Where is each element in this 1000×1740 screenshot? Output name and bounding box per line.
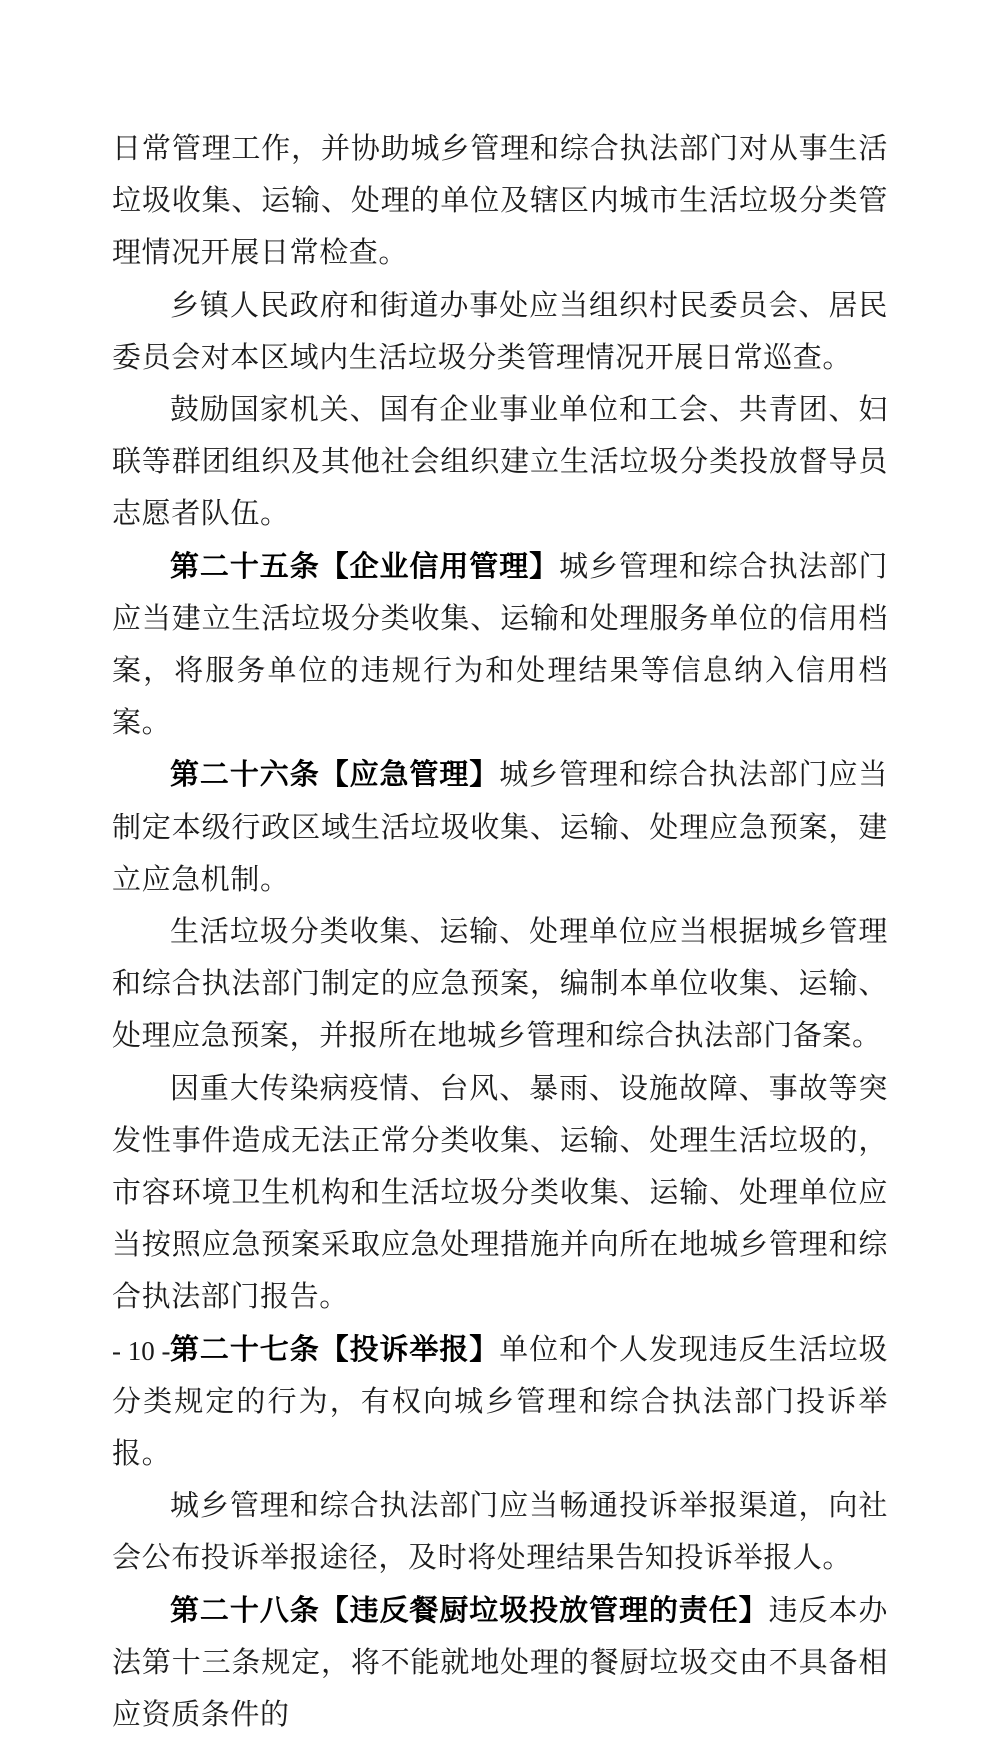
paragraph xyxy=(112,1479,888,1583)
document-body xyxy=(112,122,888,1740)
paragraph-text: 因重大传染病疫情、台风、暴雨、设施故障、事故等突发性事件造成无法正常分类收集、运输、处理生活垃圾的，市容环境卫生机构和生活垃圾分类收集、运输、处理单位应当按照应急预案采取应急处理措施并向所在地城乡管理和综合执法部门报告。 xyxy=(112,1070,888,1314)
paragraph-text: 单位和个人发现违反生活垃圾分类规定的行为，有权向城乡管理和综合执法部门投诉举报。 xyxy=(112,1331,888,1471)
paragraph-text: 违反本办法第十三条规定，将不能就地处理的餐厨垃圾交由不具备相应资质条件的 xyxy=(112,1592,888,1732)
paragraph xyxy=(112,383,888,540)
paragraph-text: 乡镇人民政府和街道办事处应当组织村民委员会、居民委员会对本区域内生活垃圾分类管理情况开展日常巡查。 xyxy=(112,287,888,374)
paragraph-continuation xyxy=(112,122,888,279)
article-heading: 第二十八条【违反餐厨垃圾投放管理的责任】 xyxy=(170,1592,769,1627)
paragraph-text: 鼓励国家机关、国有企业事业单位和工会、共青团、妇联等群团组织及其他社会组织建立生活垃圾分类投放督导员志愿者队伍。 xyxy=(112,392,888,531)
article-heading: 第二十五条【企业信用管理】 xyxy=(170,548,560,583)
paragraph xyxy=(112,1062,888,1323)
paragraph-text: 日常管理工作，并协助城乡管理和综合执法部门对从事生活垃圾收集、运输、处理的单位及辖区内城市生活垃圾分类管理情况开展日常检查。 xyxy=(112,131,888,270)
article-28 xyxy=(112,1584,888,1740)
paragraph xyxy=(112,905,888,1062)
paragraph-text: 城乡管理和综合执法部门应当畅通投诉举报渠道，向社会公布投诉举报途径，及时将处理结果告知投诉举报人。 xyxy=(112,1488,888,1575)
page-number: - 10 - xyxy=(112,1336,171,1366)
paragraph xyxy=(112,279,888,383)
article-27 xyxy=(112,1323,888,1480)
article-26 xyxy=(112,748,888,905)
article-heading: 第二十七条【投诉举报】 xyxy=(170,1331,500,1366)
article-25 xyxy=(112,540,888,749)
article-heading: 第二十六条【应急管理】 xyxy=(170,757,500,792)
paragraph-text: 生活垃圾分类收集、运输、处理单位应当根据城乡管理和综合执法部门制定的应急预案，编制本单位收集、运输、处理应急预案，并报所在地城乡管理和综合执法部门备案。 xyxy=(112,914,888,1053)
paragraph-text: 城乡管理和综合执法部门应当制定本级行政区域生活垃圾收集、运输、处理应急预案，建立应急机制。 xyxy=(112,757,888,896)
paragraph-text: 城乡管理和综合执法部门应当建立生活垃圾分类收集、运输和处理服务单位的信用档案，将服务单位的违规行为和处理结果等信息纳入信用档案。 xyxy=(112,548,888,740)
